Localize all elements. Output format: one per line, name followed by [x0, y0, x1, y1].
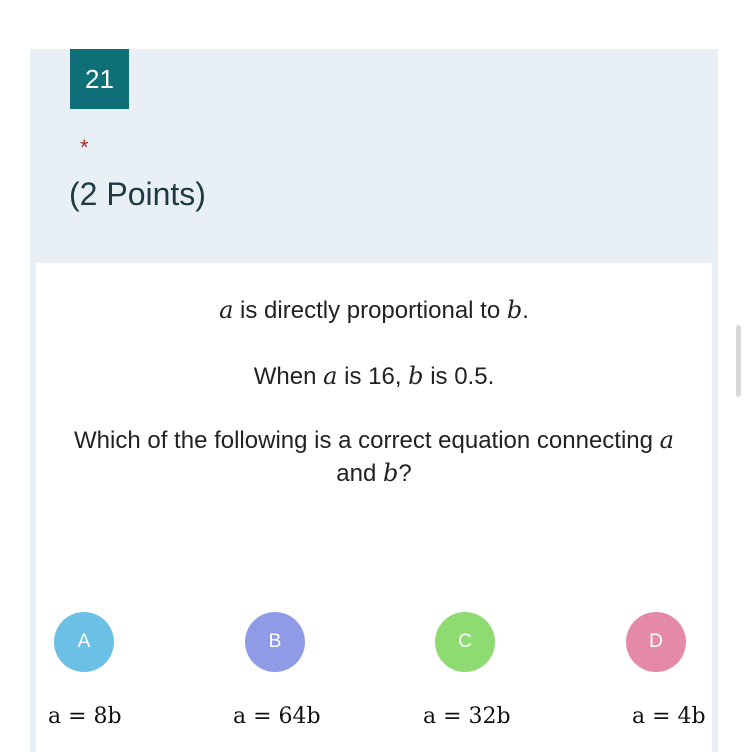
option-a-circle[interactable]: A	[54, 612, 114, 672]
text-part: Which of the following is a correct equation connecting	[74, 427, 660, 454]
vertical-scrollbar[interactable]	[736, 325, 741, 397]
option-b-circle[interactable]: B	[245, 612, 305, 672]
option-c-circle[interactable]: C	[435, 612, 495, 672]
question-number-badge: 21	[70, 49, 129, 109]
option-d-circle[interactable]: D	[626, 612, 686, 672]
text-part: is 16,	[337, 363, 409, 390]
option-b-equation: a = 64b	[233, 704, 321, 729]
var-b: b	[382, 459, 399, 487]
option-c-equation: a = 32b	[423, 704, 511, 729]
text-part: .	[522, 297, 529, 324]
question-card	[30, 49, 718, 752]
text-part: When	[253, 363, 324, 390]
var-a: a	[323, 362, 338, 390]
question-image	[36, 263, 712, 752]
points-label: (2 Points)	[69, 176, 206, 212]
text-part: is 0.5.	[423, 363, 495, 390]
text-part: and	[336, 460, 383, 487]
option-a-equation: a = 8b	[48, 704, 122, 729]
var-a: a	[659, 426, 674, 454]
text-part: is directly proportional to	[233, 297, 507, 324]
required-asterisk: *	[80, 135, 89, 160]
var-a: a	[219, 296, 234, 324]
var-b: b	[408, 362, 424, 390]
question-line-3	[36, 426, 712, 455]
question-line-1	[36, 296, 712, 325]
var-b: b	[506, 296, 523, 324]
option-d-equation: a = 4b	[632, 704, 706, 729]
text-part: ?	[398, 460, 412, 487]
question-line-2	[36, 362, 712, 391]
question-line-4	[36, 459, 712, 488]
